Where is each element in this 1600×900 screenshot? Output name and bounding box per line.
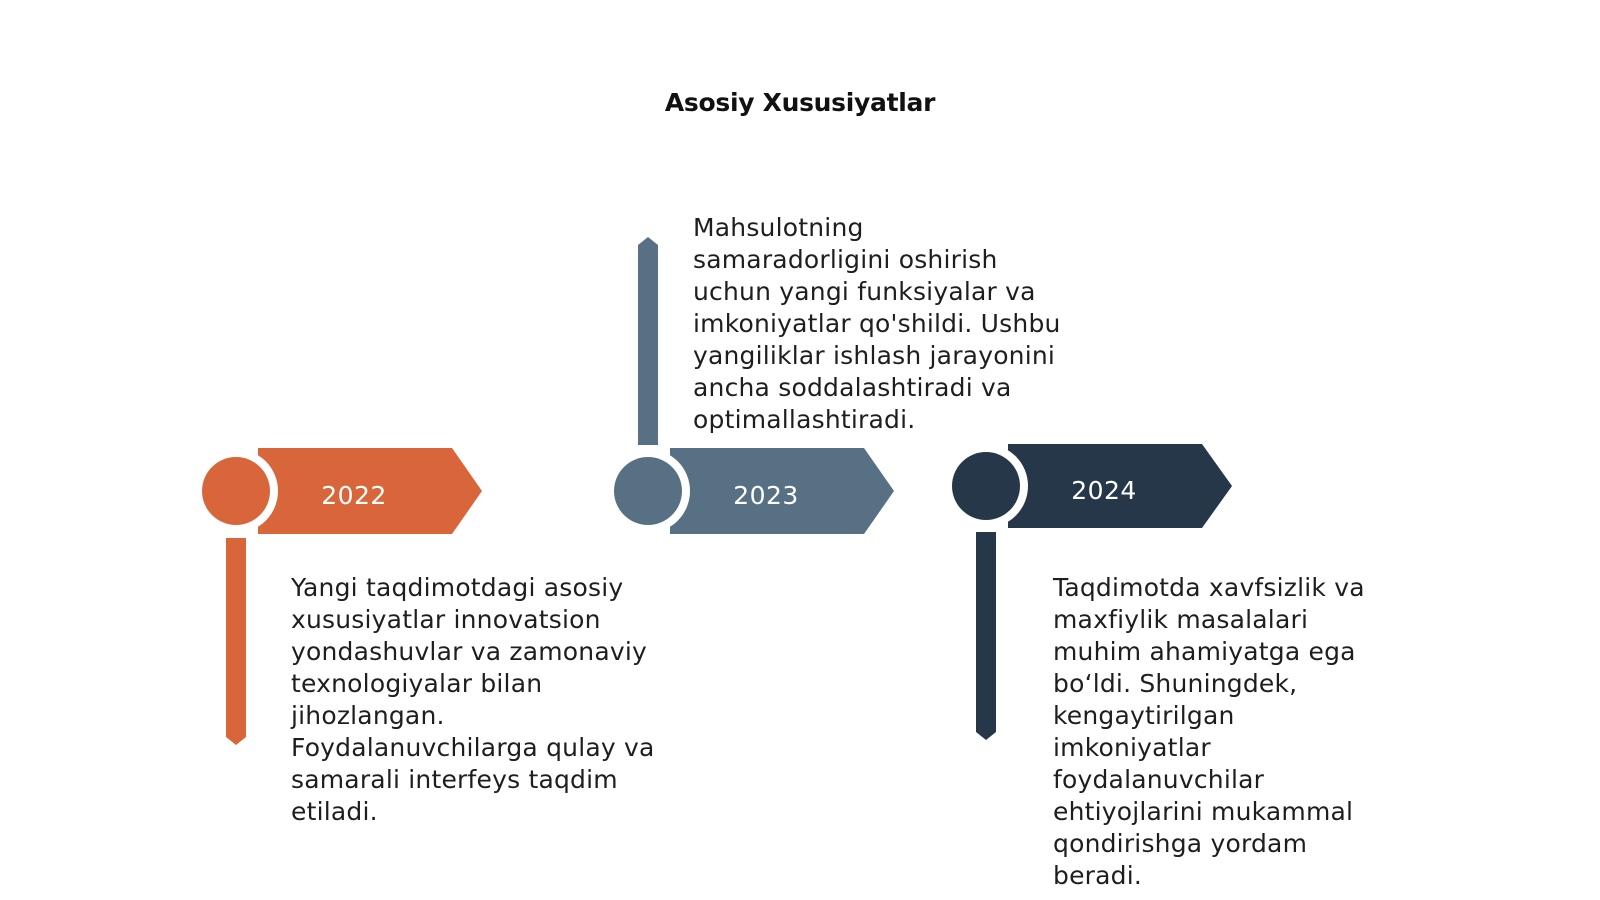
milestone-2024-circle bbox=[952, 452, 1020, 520]
milestone-2023-stem bbox=[638, 237, 658, 445]
milestone-2024-description: Taqdimotda xavfsizlik va maxfiylik masalalari muhim ahamiyatga ega bo‘ldi. Shuningdek, kengaytirilgan imkoniyatlar foydalanuvchilar ehtiyojlarini mukammal qondirishga yordam beradi. bbox=[1053, 573, 1365, 890]
milestone-2022-stem bbox=[226, 538, 246, 745]
milestone-2022-circle bbox=[202, 457, 270, 525]
milestone-2023-circle bbox=[614, 457, 682, 525]
milestone-2024-stem bbox=[976, 532, 996, 740]
milestone-2024-year: 2024 bbox=[1071, 476, 1137, 505]
milestone-2023-description: Mahsulotning samaradorligini oshirish uchun yangi funksiyalar va imkoniyatlar qo'shildi. Ushbu yangiliklar ishlash jarayonini ancha soddalashtiradi va optimallashtiradi. bbox=[693, 213, 1061, 434]
milestone-2022-year: 2022 bbox=[321, 481, 387, 510]
milestone-2023-year: 2023 bbox=[733, 481, 799, 510]
milestone-2022-description: Yangi taqdimotdagi asosiy xususiyatlar innovatsion yondashuvlar va zamonaviy texnologiyalar bilan jihozlangan. Foydalanuvchilarga qulay va samarali interfeys taqdim etiladi. bbox=[291, 573, 655, 826]
page-title: Asosiy Xususiyatlar bbox=[664, 88, 936, 117]
